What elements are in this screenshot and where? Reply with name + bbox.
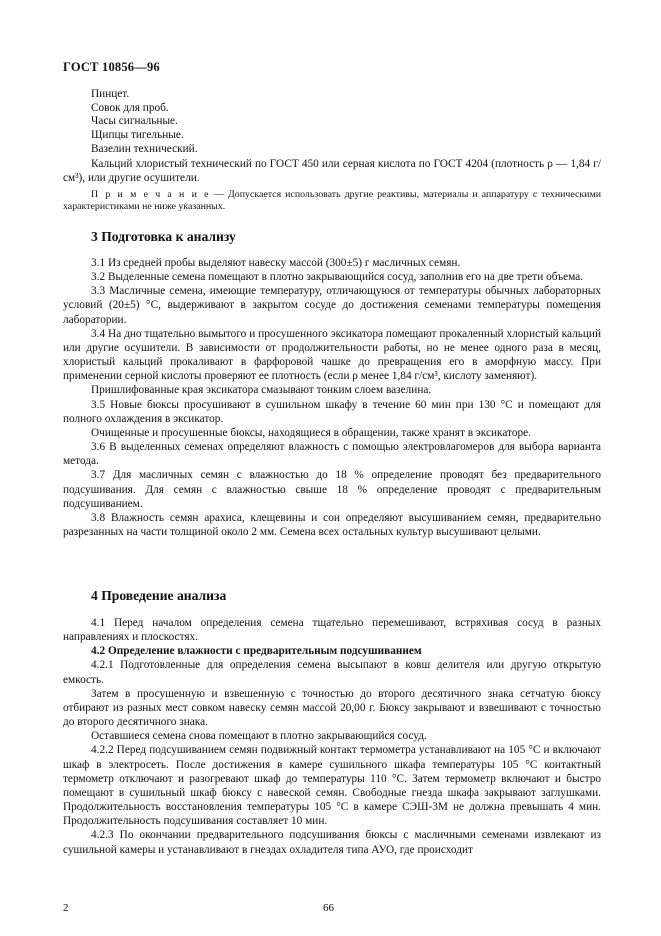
list-item: Пинцет. — [91, 88, 130, 100]
equipment-block — [63, 88, 601, 214]
section-3 — [63, 229, 601, 539]
page-number-left: 2 — [63, 902, 69, 914]
paragraph: 4.2.2 Перед подсушиванием семян подвижный контакт термометра устанавливают на 105 °С и включают шкаф в электросеть. После достижения в камере сушильного шкафа температуры 105 °С контактный термометр отключают и разогревают шкаф до температуры 110 °С. Затем термометр включают и быстро помещают в сушильный шкаф бюксу с навеской семян. Свободные гнезда шкафа закрывают заглушками. Продолжительность восстановления температуры 105 °С в камере СЭШ-3М не должна превышать 4 мин. Продолжительность подсушивания составляет 10 мин. — [63, 744, 601, 828]
document-code: ГОСТ 10856—96 — [63, 60, 160, 74]
section-heading: 4 Проведение анализа — [91, 588, 227, 603]
note-text: — Допускается использовать другие реактивы, материалы и аппаратуру с техническими характеристиками не ниже указанных. — [63, 188, 601, 213]
paragraph: 4.2.1 Подготовленные для определения семена высыпают в ковш делителя или другую открытую емкость. — [63, 659, 601, 686]
list-item: Щипцы тигельные. — [91, 129, 184, 142]
paragraph: 3.5 Новые бюксы просушивают в сушильном шкафу в течение 60 мин при 130 °С и помещают для полного охлаждения в эксикатор. — [63, 398, 601, 425]
paragraph: Оставшиеся семена снова помещают в плотно закрывающийся сосуд. — [91, 730, 427, 743]
paragraph: 3.3 Масличные семена, имеющие температуру, отличающуюся от температуры обычных лабораторных условий (20±5) °С, выдерживают в закрытом сосуде до достижения семенами температуры помещения лаборатории. — [63, 285, 601, 326]
section-heading: 3 Подготовка к анализу — [91, 229, 236, 244]
paragraph: 3.1 Из средней пробы выделяют навеску массой (300±5) г масличных семян. — [91, 257, 461, 269]
note-label: П р и м е ч а н и е — [91, 188, 211, 200]
page-number-center: 66 — [323, 902, 334, 914]
paragraph: Очищенные и просушенные бюксы, находящиеся в обращении, также хранят в эксикаторе. — [91, 426, 531, 439]
list-item: Часы сигнальные. — [91, 115, 178, 128]
paragraph: 3.8 Влажность семян арахиса, клещевины и сои определяют высушиванием семян, предварительно разрезанных на части толщиной около 2 мм. Семена всех остальных культур высушивают целыми. — [63, 511, 601, 538]
list-item: Совок для проб. — [91, 101, 169, 114]
subsection-heading: 4.2 Определение влажности с предварительным подсушиванием — [91, 645, 422, 658]
paragraph: 3.7 Для масличных семян с влажностью до 18 % определение проводят без предварительного подсушивания. Для семян с влажностью свыше 18 % определение проводят с предварительным подсушиванием. — [63, 469, 601, 510]
paragraph: 3.4 На дно тщательно вымытого и просушенного эксикатора помещают прокаленный хлористый кальций или другие осушители. В зависимости от продолжительности работы, но не менее одного раза в месяц, хлористый кальций прокаливают в фарфоровой чашке до превращения его в аморфную массу. При применении серной кислоты проверяют ее плотность (если ρ менее 1,84 г/см³, кислоту заменяют). — [63, 327, 601, 383]
paragraph: 4.2.3 По окончании предварительного подсушивания бюксы с масличными семенами извлекают из сушильной камеры и устанавливают в гнездах охладителя типа АУО, где происходит — [63, 829, 601, 856]
list-item: Вазелин технический. — [91, 142, 198, 155]
paragraph: 4.1 Перед началом определения семена тщательно перемешивают, встряхивая сосуд в разных направлениях и плоскостях. — [63, 617, 601, 644]
paragraph: 3.2 Выделенные семена помещают в плотно закрывающийся сосуд, заполнив его на две трети объема. — [91, 271, 583, 284]
paragraph: 3.6 В выделенных семенах определяют влажность с помощью электровлагомеров для выбора варианта метода. — [63, 441, 601, 468]
paragraph: Затем в просушенную и взвешенную с точностью до второго десятичного знака сетчатую бюксу отбирают из разных мест совком навеску семян массой 20,00 г. Бюксу закрывают и взвешивают с точностью до второго десятичного знака. — [63, 687, 601, 729]
reagents-paragraph: Кальций хлористый технический по ГОСТ 450 или серная кислота по ГОСТ 4204 (плотность ρ — 1,84 г/см³), или другие осушители. — [63, 157, 601, 184]
paragraph: Пришлифованные края эксикатора смазывают тонким слоем вазелина. — [91, 384, 432, 397]
note-paragraph — [63, 189, 601, 214]
section-4 — [63, 588, 601, 857]
